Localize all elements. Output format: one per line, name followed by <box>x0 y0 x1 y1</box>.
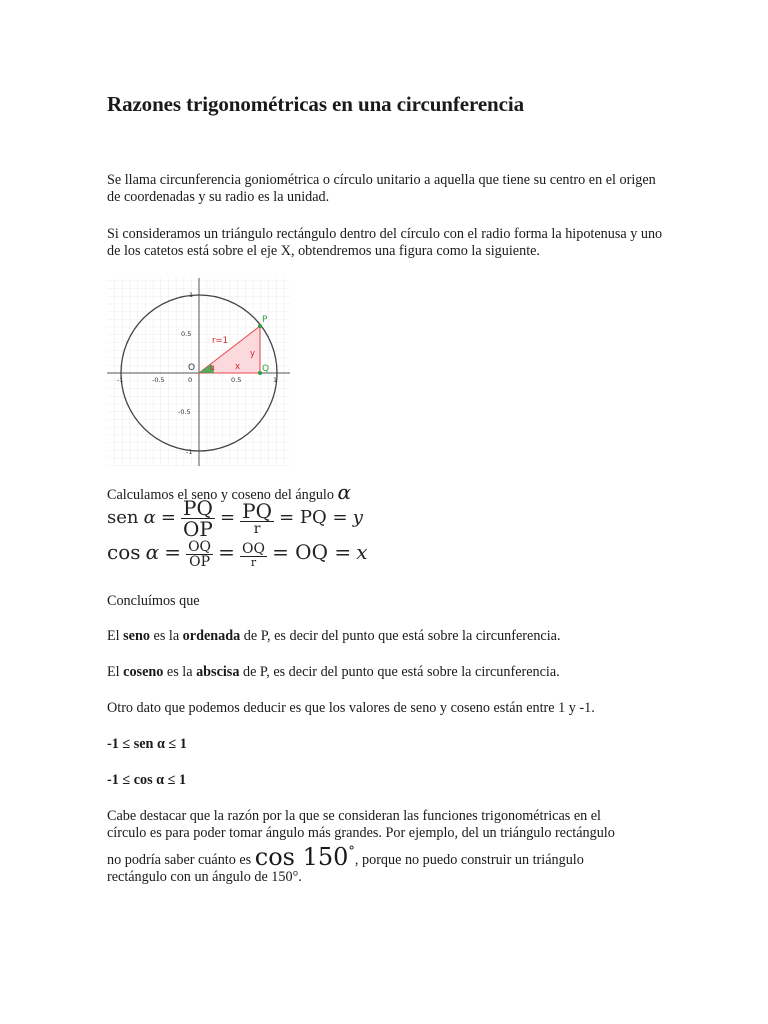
seno-mid: es la <box>149 628 183 644</box>
cos-150-expression <box>255 843 355 871</box>
cos-eq-2: = <box>218 540 235 564</box>
cos-result: x <box>356 540 368 564</box>
cos-frac1-num: OQ <box>188 539 212 555</box>
sen-rhs: = PQ = <box>279 507 348 528</box>
ordenada-bold: ordenada <box>182 628 241 644</box>
coseno-bold: coseno <box>123 664 164 680</box>
inequality-sen: -1 ≤ sen α ≤ 1 <box>107 736 187 752</box>
cos-frac2-num: OQ <box>242 540 265 557</box>
alpha-label: α <box>210 363 215 372</box>
page-title: Razones trigonométricas en una circunferencia <box>107 92 524 116</box>
paragraph-definition: Se llama circunferencia goniométrica o círculo unitario a aquella que tiene su centro en el origen de coordenadas y su radio es la unidad. <box>107 172 656 205</box>
coseno-statement <box>107 664 560 681</box>
cos-frac1-den: OP <box>189 554 211 570</box>
coseno-post: de P, es decir del punto que está sobre la circunferencia. <box>239 664 560 680</box>
tick-x-0: 0 <box>188 376 193 384</box>
paragraph-triangle: Si consideramos un triángulo rectángulo dentro del círculo con el radio forma la hipotenusa y uno de los catetos está sobre el eje X, obtendremos una figura como la siguiente. <box>107 226 663 259</box>
final-line-3-pre: no podría saber cuánto es <box>107 852 255 868</box>
seno-pre: El <box>107 628 124 644</box>
alpha-symbol: α <box>337 480 352 504</box>
cos-label: cos <box>107 540 141 564</box>
final-line-3 <box>107 844 677 869</box>
formula-cos <box>107 540 367 569</box>
tick-y-05: 0.5 <box>181 330 192 338</box>
cos-150-degree: ° <box>348 844 355 859</box>
sen-fraction-1 <box>181 498 215 539</box>
final-line-1: Cabe destacar que la razón por la que se consideran las funciones trigonométricas en el <box>107 808 601 824</box>
sen-frac1-den: OP <box>183 517 213 541</box>
final-paragraph <box>107 808 677 885</box>
sen-eq-2: = <box>219 507 236 528</box>
radius-label: r=1 <box>212 336 229 346</box>
otro-dato-paragraph: Otro dato que podemos deducir es que los valores de seno y coseno están entre 1 y -1. <box>107 700 595 716</box>
tick-x-05: 0.5 <box>231 376 242 384</box>
tick-x-neg1: -1 <box>117 376 124 384</box>
coseno-mid: es la <box>163 664 197 680</box>
sen-result: y <box>352 507 363 528</box>
point-q-label: Q <box>262 364 270 374</box>
inequality-cos: -1 ≤ cos α ≤ 1 <box>107 772 187 788</box>
sen-frac2-num: PQ <box>242 499 273 523</box>
cos-fraction-2 <box>240 542 267 568</box>
final-line-4: rectángulo con un ángulo de 150°. <box>107 868 302 885</box>
tick-y-neg1: -1 <box>186 448 193 456</box>
sen-label: sen <box>107 507 139 528</box>
x-leg-label: x <box>235 362 241 372</box>
cos-150-text: cos 150 <box>254 843 349 871</box>
seno-post: de P, es decir del punto que está sobre la circunferencia. <box>240 628 561 644</box>
tick-y-neg05: -0.5 <box>178 408 191 416</box>
tick-x-1: 1 <box>273 376 278 384</box>
calc-intro-text: Calculamos el seno y coseno del ángulo <box>107 487 334 503</box>
tick-y-1: 1 <box>189 291 194 299</box>
cos-var: α <box>145 540 160 564</box>
conclusion-heading: Concluímos que <box>107 593 200 609</box>
cos-fraction-1 <box>186 540 213 569</box>
sen-eq: = <box>160 507 176 528</box>
sen-frac2-den: r <box>253 521 261 537</box>
point-p-label: P <box>262 315 268 325</box>
point-o-label: O <box>188 363 196 373</box>
formula-sen <box>107 498 363 539</box>
seno-bold: seno <box>123 628 150 644</box>
sen-fraction-2 <box>240 501 274 536</box>
cos-eq: = <box>164 540 181 564</box>
cos-frac2-den: r <box>250 555 257 569</box>
final-line-2: círculo es para poder tomar ángulo más grandes. Por ejemplo, del un triángulo rectángulo <box>107 824 615 841</box>
seno-statement <box>107 628 561 645</box>
coseno-pre: El <box>107 664 124 680</box>
unit-circle-figure <box>107 278 290 466</box>
abscisa-bold: abscisa <box>196 664 240 680</box>
tick-x-neg05: -0.5 <box>152 376 165 384</box>
y-leg-label: y <box>250 349 256 359</box>
final-line-3-post: , porque no puedo construir un triángulo <box>354 852 584 868</box>
sen-frac1-num: PQ <box>183 496 213 520</box>
sen-var: α <box>143 507 156 528</box>
cos-rhs: = OQ = <box>272 540 352 564</box>
